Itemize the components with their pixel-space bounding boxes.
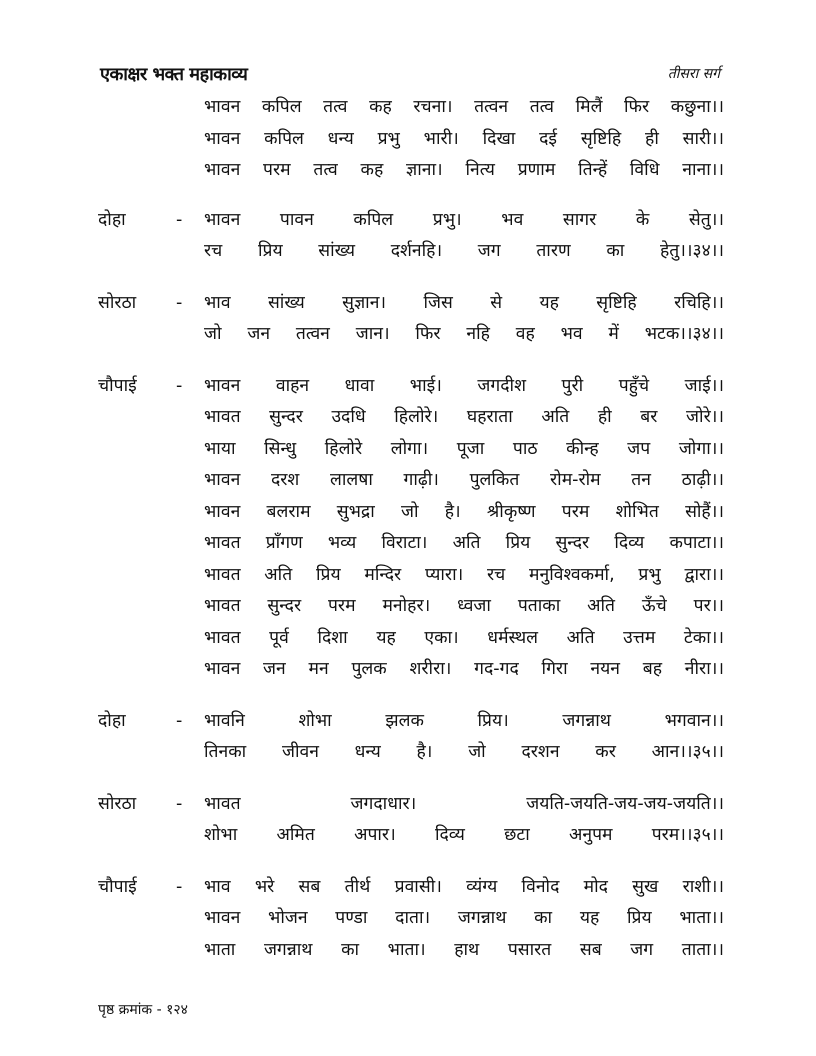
stanza-doha-2: [0, 706, 816, 769]
page-content: [0, 92, 816, 986]
stanza-lines: [204, 288, 724, 351]
stanza-sortha-1: [0, 288, 816, 351]
verse-line: भावन परम तत्व कह ज्ञाना। नित्य प्रणाम तिन्हें विधि नाना।।: [204, 160, 724, 180]
stanza-label: दोहा: [98, 710, 126, 731]
verse-line: भाया सिन्धु हिलोरे लोगा। पूजा पाठ कीन्ह जप जोगा।।: [204, 438, 724, 459]
stanza-label: चौपाई: [98, 876, 137, 897]
verse-line: भाव भरे सब तीर्थ प्रवासी। व्यंग्य विनोद मोद सुख राशी।।: [204, 876, 724, 897]
stanza-lines: [204, 706, 724, 769]
verse-line: भावन दरश लालषा गाढ़ी। पुलकित रोम-रोम तन ठाढ़ी।।: [204, 470, 724, 490]
stanza-label: सोरठा: [98, 793, 137, 814]
stanza-doha-1: [0, 205, 816, 268]
verse-line: रच प्रिय सांख्य दर्शनहि। जग तारण का हेतु।।३४।।: [204, 241, 724, 261]
verse-line: भावनि शोभा झलक प्रिय। जगन्नाथ भगवान।।: [204, 710, 724, 731]
stanza-chaupai-1: [0, 371, 816, 686]
verse-line: तिनका जीवन धन्य है। जो दरशन कर आन।।३५।।: [204, 742, 724, 762]
stanza-dash: -: [176, 375, 183, 396]
page-number: पृष्ठ क्रमांक - १२४: [98, 1002, 188, 1018]
stanza-label: चौपाई: [98, 375, 137, 396]
stanza-lines: [204, 872, 724, 967]
verse-line: भावन भोजन पण्डा दाता। जगन्नाथ का यह प्रिय भाता।।: [204, 908, 724, 928]
verse-line: भावन पावन कपिल प्रभु। भव सागर के सेतु।।: [204, 209, 724, 230]
verse-line: भाव सांख्य सुज्ञान। जिस से यह सृष्टिहि रचिहि।।: [204, 292, 724, 313]
stanza-lines: [204, 205, 724, 268]
chapter-title: तीसरा सर्ग: [667, 66, 720, 82]
verse-line: भावत प्राँगण भव्य विराटा। अति प्रिय सुन्दर दिव्य कपाटा।।: [204, 533, 724, 553]
intro-block: [0, 92, 816, 187]
verse-line: भावन कपिल धन्य प्रभु भारी। दिखा दई सृष्टिहि ही सारी।।: [204, 128, 724, 149]
verse-line: भावन कपिल तत्व कह रचना। तत्वन तत्व मिलैं फिर कछुना।।: [204, 97, 724, 117]
verse-line: भावत सुन्दर परम मनोहर। ध्वजा पताका अति ऊँचे पर।।: [204, 596, 724, 616]
verse-line: भावत पूर्व दिशा यह एका। धर्मस्थल अति उत्तम टेका।।: [204, 627, 724, 648]
verse-line: जो जन तत्वन जान। फिर नहि वह भव में भटक।।३४।।: [204, 324, 724, 344]
stanza-dash: -: [176, 876, 183, 897]
intro-lines: [204, 92, 724, 187]
stanza-lines: [204, 371, 724, 686]
verse-line: शोभा अमित अपार। दिव्य छटा अनुपम परम।।३५।।: [204, 825, 724, 845]
stanza-chaupai-2: [0, 872, 816, 967]
stanza-dash: -: [176, 710, 183, 731]
book-title: एकाक्षर भक्त महाकाव्य: [100, 64, 248, 85]
verse-line: भावत अति प्रिय मन्दिर प्यारा। रच मनुविश्वकर्मा, प्रभु द्वारा।।: [204, 564, 724, 585]
stanza-dash: -: [176, 793, 183, 814]
verse-line: भावन वाहन धावा भाई। जगदीश पुरी पहुँचे जाई।।: [204, 375, 724, 396]
stanza-label: दोहा: [98, 209, 126, 230]
stanza-sortha-2: [0, 789, 816, 852]
verse-line: भावन बलराम सुभद्रा जो है। श्रीकृष्ण परम शोभित सोहैं।।: [204, 501, 724, 522]
stanza-dash: -: [176, 292, 183, 313]
verse-line: भाता जगन्नाथ का भाता। हाथ पसारत सब जग ताता।।: [204, 939, 724, 960]
stanza-lines: [204, 789, 724, 852]
verse-line: भावन जन मन पुलक शरीरा। गद-गद गिरा नयन बह नीरा।।: [204, 659, 724, 679]
stanza-dash: -: [176, 209, 183, 230]
verse-line: भावत जगदाधार। जयति-जयति-जय-जय-जयति।।: [204, 793, 724, 814]
verse-line: भावत सुन्दर उदधि हिलोरे। घहराता अति ही बर जोरे।।: [204, 407, 724, 427]
stanza-label: सोरठा: [98, 292, 137, 313]
